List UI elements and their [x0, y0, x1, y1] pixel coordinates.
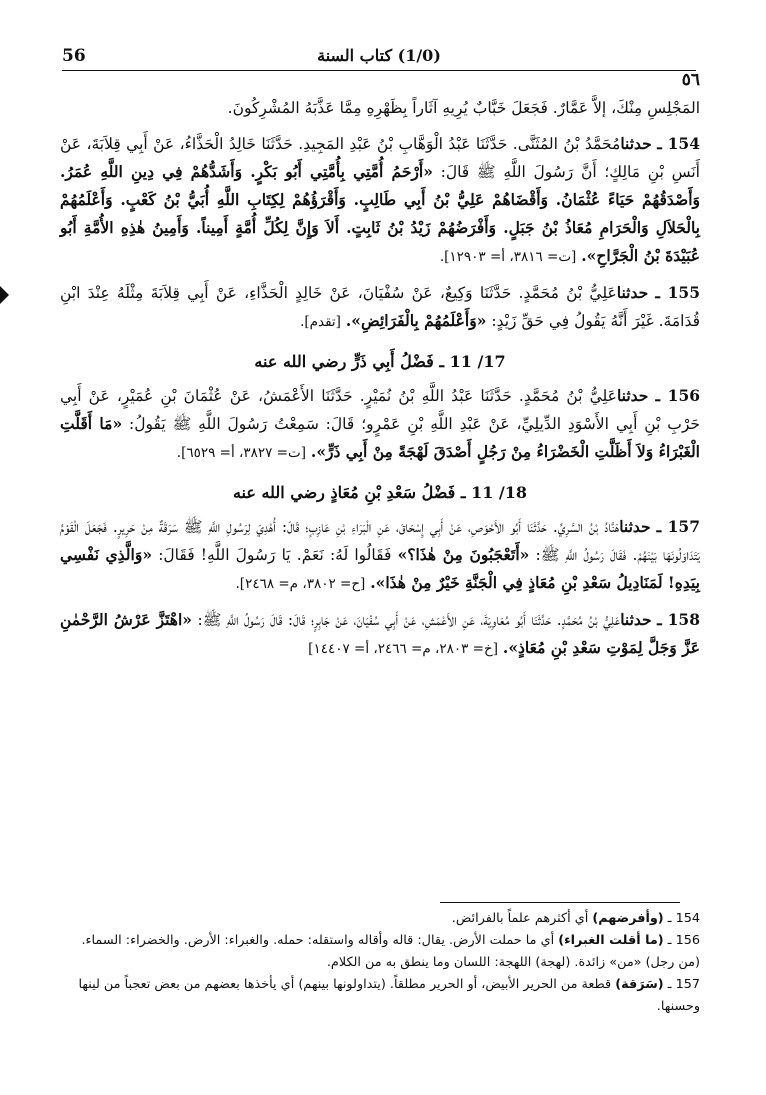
- carry-over-line: المَجْلِسِ مِنْكَ، إلاَّ عَمَّارٌ. فَجَعَلَ خَبَّابٌ يُرِيهِ آثَاراً بِظَهْرِهِ مِمَّا عَذَّبَهُ المُشْرِكُونَ.: [227, 99, 700, 117]
- footnote-156: [60, 930, 700, 974]
- running-header: [62, 44, 696, 71]
- margin-marker-icon: [0, 286, 9, 304]
- section-heading-18: 18/ 11 ـ فَضْلُ سَعْدِ بْنِ مُعَاذٍ رضي الله عنه: [232, 483, 528, 502]
- footnote-label: 154 ـ: [667, 911, 700, 926]
- isnad: عَلِيُّ بْنُ مُحَمَّدٍ. حَدَّثَنَا أَبُو مُعَاوِيَةَ، عَنِ الأَعْمَشِ، عَنْ أَبِي سُفْيَانَ، عَنْ جَابِرٍ؛ قَالَ: قَالَ رَسُولُ اللَّهِ ﷺ:: [197, 611, 621, 629]
- haddathana: حدثنا: [619, 517, 651, 536]
- footnote-157: [60, 974, 700, 1018]
- footnote-text: أي ما حملت الأرض. يقال: قاله وأقاله واستقله: حمله. والغبراء: الأرض. والخضراء: السماء. (من رجل) «من» زائدة. (لهجة) اللهجة: اللسان وما ينطق به من الكلام.: [81, 933, 700, 970]
- haddathana: حدثنا: [616, 386, 649, 405]
- matn: «مَا أَقَلَّتِ الْغَبْرَاءُ وَلاَ أَظَلَّتِ الْخَضْرَاءُ مِنْ رَجُلٍ أَصْدَقَ لَهْجَةً مِنْ أَبِي ذَرٍّ».: [60, 414, 700, 461]
- hadith-number: 157 ـ: [656, 517, 700, 536]
- hadith-number: 154 ـ: [657, 134, 700, 153]
- hadith-157: [60, 513, 700, 598]
- hadith-154: [60, 130, 700, 271]
- matn: «أَرْحَمُ أُمَّتِي بِأُمَّتِي أَبُو بَكْرٍ. وَأَشَدُّهُمْ فِي دِينِ اللَّهِ عُمَرُ. وَأَصْدَقُهُمْ حَيَاءً عُثْمَانُ. وَأَقْضَاهُمْ عَلِيُّ بْنُ أَبِي طَالِبٍ. وَأَقْرَؤُهُمْ لِكِتَابِ اللَّهِ أُبَيُّ بْنُ كَعْبٍ. وَأَعْلَمُهُمْ بِالْحَلاَلِ وَالْحَرَامِ مُعَاذُ بْنُ جَبَلٍ. وَأَفْرَضُهُمْ زَيْدُ بْنُ ثَابِتٍ. أَلاَ وَإِنَّ لِكُلِّ أُمَّةٍ أَمِيناً. وَأَمِينُ هٰذِهِ الأُمَّةِ أَبُو عُبَيْدَةَ بْنُ الْجَرَّاحِ».: [60, 162, 700, 265]
- hadith-155: [60, 279, 700, 336]
- main-text: [60, 94, 700, 663]
- haddathana: حدثنا: [616, 283, 649, 302]
- isnad: عَلِيُّ بْنُ مُحَمَّدٍ. حَدَّثَنَا عَبْدُ اللَّهِ بْنُ نُمَيْرٍ. حَدَّثَنَا الأَعْمَشُ، عَنْ عُثْمَانَ بْنِ عُمَيْرٍ، عَنْ أَبِي حَرْبِ بْنِ أَبِي الأَسْوَدِ الدِّيلِيِّ، عَنْ عَبْدِ اللَّهِ بْنِ عَمْرٍو؛ قَالَ: سَمِعْتُ رَسُولَ اللَّهِ ﷺ يَقُولُ:: [60, 387, 700, 433]
- haddathana: حدثنا: [620, 134, 652, 153]
- footnote-text: قطعة من الحرير الأبيض، أو الحرير مطلقاً. (يتداولونها بينهم) أي يأخذها بعضهم من بعض تعجباً من لينها وحسنها.: [78, 977, 700, 1014]
- section-heading-17: 17/ 11 ـ فَضْلُ أَبِي ذَرٍّ رضي الله عنه: [254, 352, 506, 371]
- matn: «وَالَّذِي نَفْسِي بِيَدِهِ! لَمَنَادِيلُ سَعْدِ بْنِ مُعَاذٍ فِي الْجَنَّةِ خَيْرٌ مِنْ هٰذَا».: [60, 545, 700, 592]
- haddathana: حدثنا: [620, 610, 652, 629]
- footnote-label: 157 ـ: [667, 977, 700, 992]
- hadith-158: [60, 606, 700, 663]
- reference: [ت= ٣٨٢٧، أ= ٦٥٢٩].: [176, 445, 306, 461]
- reference: [ت= ٣٨١٦، أ= ١٢٩٠٣].: [439, 249, 577, 265]
- footnote-divider: [440, 902, 680, 903]
- reference: [ح= ٣٨٠٢، م= ٢٤٦٨].: [235, 576, 366, 592]
- matn: «اهْتَزَّ عَرْشُ الرَّحْمٰنِ عَزَّ وَجَلَّ لِمَوْتِ سَعْدِ بْنِ مُعَاذٍ».: [60, 610, 700, 657]
- running-title: (1/0) كتاب السنة: [317, 46, 441, 65]
- footnote-label: 156 ـ: [667, 933, 700, 948]
- isnad: هَنَّادُ بْنُ السَّرِيِّ. حَدَّثَنَا أَبُو الأَحْوَصِ، عَنْ أَبِي إِسْحَاقَ، عَنِ الْبَرَاءِ بْنِ عَازِبٍ؛ قَالَ: أُهْدِيَ لِرَسُولِ اللَّهِ ﷺ سَرَقَةٌ مِنْ حَرِيرٍ. فَجَعَلَ الْقَوْمُ يَتَدَاوَلُونَهَا بَيْنَهُمْ. فَقَالَ رَسُولُ اللَّهِ ﷺ:: [60, 518, 700, 564]
- isnad: عَلِيُّ بْنُ مُحَمَّدٍ. حَدَّثَنَا وَكِيعٌ، عَنْ سُفْيَانَ، عَنْ خَالِدٍ الْحَذَّاءِ، عَنْ أَبِي قِلاَبَةَ مِثْلَهُ عِنْدَ ابْنِ قُدَامَةَ. غَيْرَ أَنَّهُ يَقُولُ فِي حَقِّ زَيْدٍ:: [60, 284, 700, 330]
- hadith-number: 155 ـ: [655, 283, 700, 302]
- footnote-term: (ما أقلت الغبراء): [558, 933, 664, 948]
- footnote-term: (سَرَقة): [615, 977, 664, 992]
- page-number-arabic: ٥٦: [681, 70, 700, 90]
- page-number-latin: 56: [62, 46, 86, 66]
- footnote-154: [60, 908, 700, 930]
- isnad: مُحَمَّدُ بْنُ المُثَنَّى. حَدَّثَنَا عَبْدُ الْوَهَّابِ بْنُ عَبْدِ المَجِيدِ. حَدَّثَنَا خَالِدُ الْحَذَّاءُ، عَنْ أَبِي قِلاَبَةَ، عَنْ أَنَسِ بْنِ مَالِكٍ؛ أَنَّ رَسُولَ اللَّهِ ﷺ قَالَ:: [60, 135, 700, 181]
- reference: [تقدم].: [300, 314, 341, 330]
- hadith-number: 156 ـ: [655, 386, 701, 405]
- footnote-text: أي أكثرهم علماً بالفرائض.: [451, 911, 589, 926]
- footnote-term: (وأفرضهم): [592, 911, 664, 926]
- narration-middle: فَقَالُوا لَهُ: نَعَمْ. يَا رَسُولَ اللَّهِ! فَقَالَ:: [158, 546, 392, 564]
- matn: «وَأَعْلَمُهُمْ بِالْفَرَائِضِ».: [345, 311, 487, 330]
- reference: [خ= ٢٨٠٣، م= ٢٤٦٦، أ= ١٤٤٠٧]: [308, 641, 498, 657]
- matn: «أَتَعْجَبُونَ مِنْ هٰذَا؟»: [397, 545, 530, 564]
- hadith-number: 158 ـ: [657, 610, 700, 629]
- footnotes: [60, 908, 700, 1018]
- hadith-156: [60, 382, 700, 467]
